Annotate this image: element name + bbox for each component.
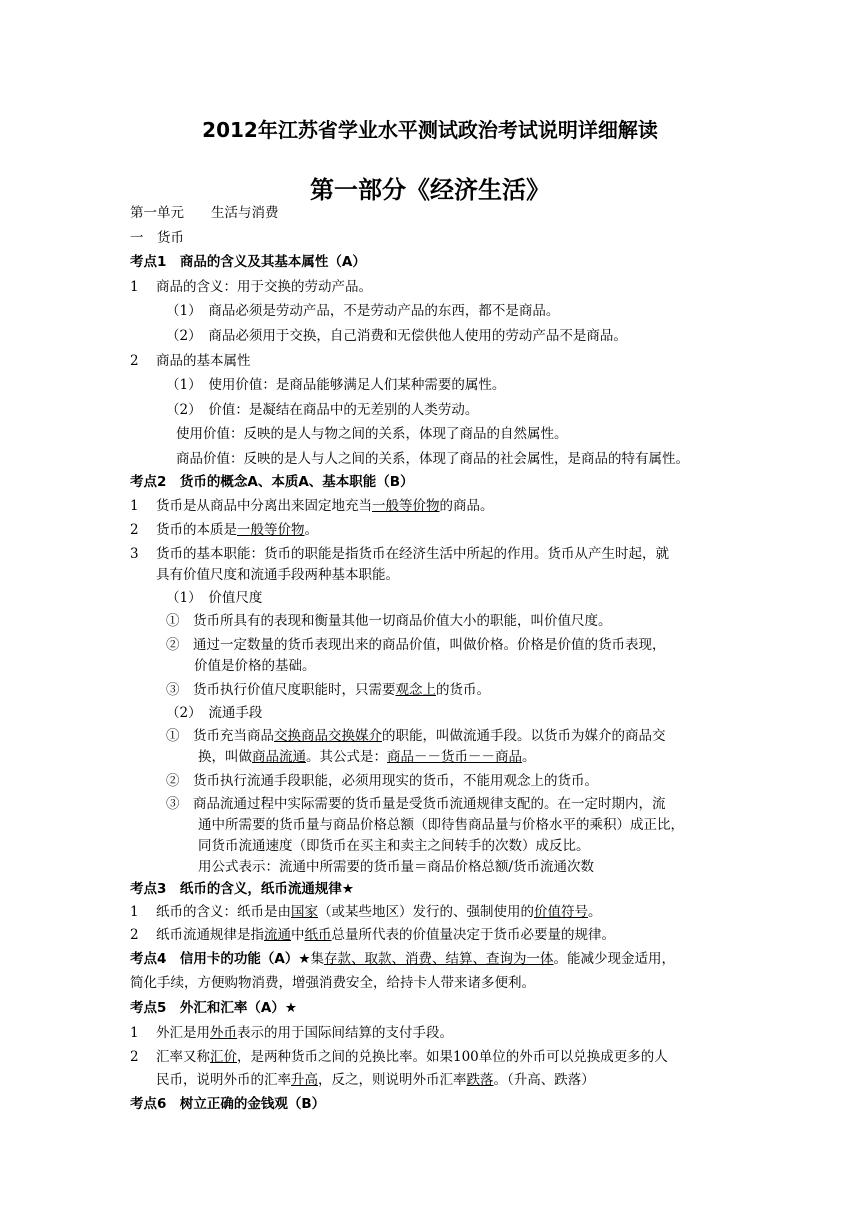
point-1-item-2b: （2） 价值：是凝结在商品中的无差别的人类劳动。 [166,402,479,418]
point-3-item-2: 2 纸币流通规律是指流通中纸币总量所代表的价值量决定于货币必要量的规律。 [130,927,615,943]
point-2-item-3: 3 货币的基本职能：货币的职能是指货币在经济生活中所起的作用。货币从产生时起，就 [130,546,669,562]
point-1-item-1: 1 商品的含义：用于交换的劳动产品。 [130,279,372,295]
point-1-item-1b: （2） 商品必须用于交换，自己消费和无偿供他人使用的劳动产品不是商品。 [166,328,627,344]
point-3-item-1: 1 纸币的含义：纸币是由国家（或某些地区）发行的、强制使用的价值符号。 [130,904,602,920]
point-4-line-1: 考点4 信用卡的功能（A）★集存款、取款、消费、结算、查询为一体。能减少现金适用， [130,951,675,967]
circulation-formula: 用公式表示：流通中所需要的货币量＝商品价格总额/货币流通次数 [198,859,595,875]
circulation-3-cont-2: 同货币流通速度（即货币在买主和卖主之间转手的次数）成反比。 [198,838,590,854]
point-6-heading: 考点6 树立正确的金钱观（B） [130,1096,326,1112]
circulation-1: ① 货币充当商品交换商品交换媒介的职能，叫做流通手段。以货币为媒介的商品交 [166,728,666,744]
point-4-line-2: 简化手续，方便购物消费，增强消费安全，给持卡人带来诸多便利。 [130,975,535,991]
point-1-item-1a: （1） 商品必须是劳动产品，不是劳动产品的东西，都不是商品。 [166,303,560,319]
point-2-item-1: 1 货币是从商品中分离出来固定地充当一般等价物的商品。 [130,498,494,514]
point-1-item-2a: （1） 使用价值：是商品能够满足人们某种需要的属性。 [166,377,506,393]
part-title: 第一部分《经济生活》 [310,176,550,204]
point-5-item-2: 2 汇率又称汇价，是两种货币之间的兑换比率。如果100单位的外币可以兑换成更多的人 [130,1049,668,1065]
point-1-item-2c: 使用价值：反映的是人与物之间的关系，体现了商品的自然属性。 [176,426,568,442]
point-1-heading: 考点1 商品的含义及其基本属性（A） [130,254,366,270]
value-measure-heading: （1） 价值尺度 [166,590,263,606]
point-1-item-2: 2 商品的基本属性 [130,353,251,369]
circulation-2: ② 货币执行流通手段职能，必须用现实的货币，不能用观念上的货币。 [166,773,598,789]
point-5-item-1: 1 外汇是用外币表示的用于国际间结算的支付手段。 [130,1025,453,1041]
value-measure-1: ① 货币所具有的表现和衡量其他一切商品价值大小的职能，叫价值尺度。 [166,613,612,629]
unit-heading: 第一单元 生活与消费 [130,205,279,221]
point-2-item-3-cont: 具有价值尺度和流通手段两种基本职能。 [156,567,399,583]
point-2-heading: 考点2 货币的概念A、本质A、基本职能（B） [130,474,414,490]
value-measure-2: ② 通过一定数量的货币表现出来的商品价值，叫做价格。价格是价值的货币表现， [166,637,666,653]
value-measure-2-cont: 价值是价格的基础。 [194,658,316,674]
point-3-heading: 考点3 纸币的含义，纸币流通规律★ [130,881,354,897]
circulation-heading: （2） 流通手段 [166,705,263,721]
point-5-heading: 考点5 外汇和汇率（A）★ [130,1000,297,1016]
point-5-item-2-cont: 民币，说明外币的汇率升高，反之，则说明外币汇率跌落。（升高、跌落） [156,1072,595,1088]
point-4-heading: 考点4 信用卡的功能（A）★ [130,951,311,967]
document-title: 2012年江苏省学业水平测试政治考试说明详细解读 [202,118,658,142]
value-measure-3: ③ 货币执行价值尺度职能时，只需要观念上的货币。 [166,682,490,698]
section-heading: 一 货币 [130,230,184,246]
point-2-item-2: 2 货币的本质是一般等价物。 [130,522,318,538]
point-1-item-2d: 商品价值：反映的是人与人之间的关系，体现了商品的社会属性，是商品的特有属性。 [176,451,689,467]
circulation-3-cont-1: 通中所需要的货币量与商品价格总额（即待售商品量与价格水平的乘积）成正比， [198,817,684,833]
circulation-1-cont: 换，叫做商品流通。其公式是：商品－－货币－－商品。 [198,749,536,765]
circulation-3: ③ 商品流通过程中实际需要的货币量是受货币流通规律支配的。在一定时期内，流 [166,796,666,812]
